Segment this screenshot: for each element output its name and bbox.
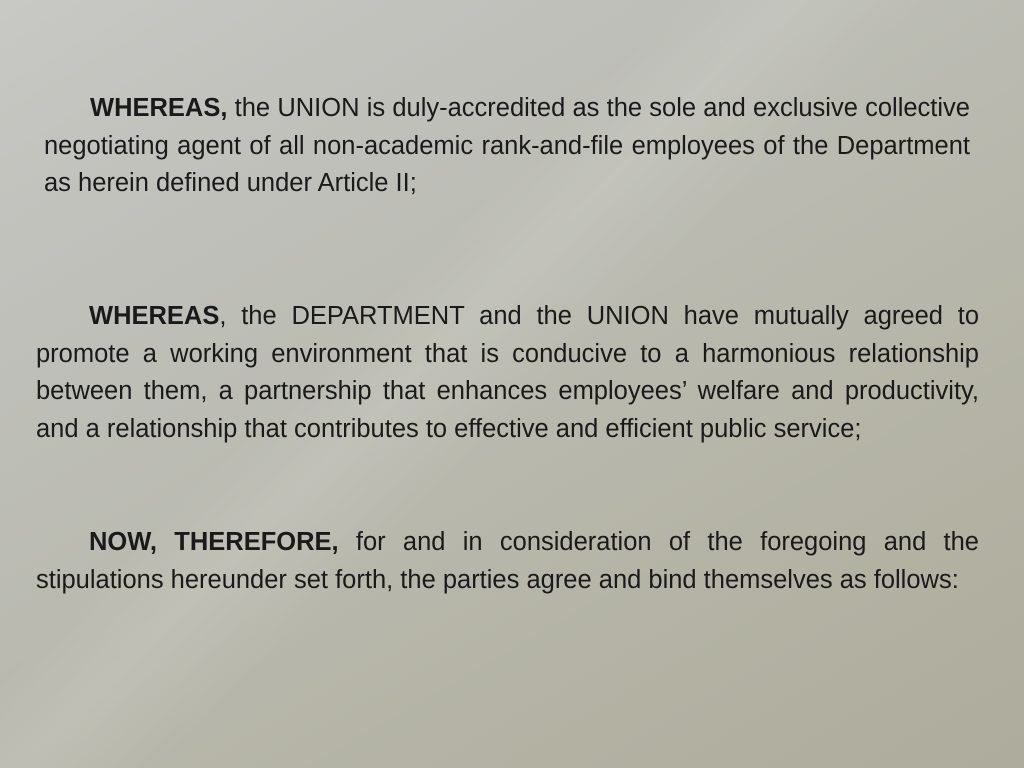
paragraph-lead: WHEREAS	[89, 302, 220, 330]
paragraph-lead: WHEREAS,	[90, 94, 228, 122]
paragraph-lead: NOW, THEREFORE,	[89, 528, 339, 556]
whereas-union-paragraph	[44, 90, 970, 203]
paragraph-body: the UNION is duly-accredited as the sole and exclusive collective negotiating agent of all non-academic rank-and-file employees of the Department as herein defined under Article II;	[44, 94, 970, 198]
paragraph-body: , the DEPARTMENT and the UNION have mutually agreed to promote a working environment that is conducive to a harmonious relationship between them, a partnership that enhances employees’ welfare and productivity, and a relationship that contributes to effective and efficient public service;	[36, 302, 979, 443]
paragraph-body: for and in consideration of the foregoing and the stipulations hereunder set forth, the parties agree and bind themselves as follows:	[36, 528, 979, 594]
now-therefore-paragraph	[36, 524, 979, 599]
whereas-department-paragraph	[36, 298, 979, 448]
